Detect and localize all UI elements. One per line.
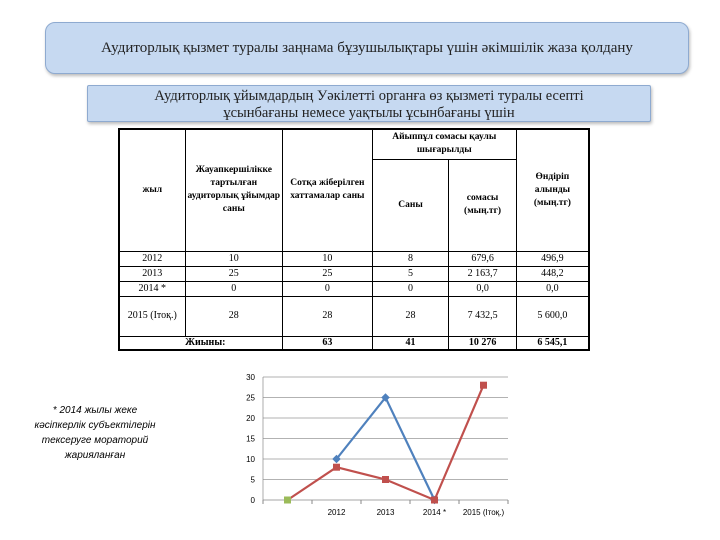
- table-cell: 2013: [119, 266, 185, 281]
- subtitle-line-1: Аудиторлық ұйымдардың Уәкілетті органға өз қызметі туралы есепті: [154, 88, 584, 104]
- table-cell: 28: [282, 296, 372, 336]
- total-count: 41: [372, 336, 449, 350]
- table-cell: 2015 (Ітоқ.): [119, 296, 185, 336]
- data-point: [480, 382, 487, 389]
- total-protocols: 63: [282, 336, 372, 350]
- series-line: [337, 398, 435, 501]
- table-cell: 679,6: [449, 251, 517, 266]
- y-tick-label: 0: [250, 496, 255, 505]
- table-cell: 8: [372, 251, 449, 266]
- header-group: Айыппұл сомасы қаулы шығарылды: [372, 129, 516, 159]
- total-amount: 10 276: [449, 336, 517, 350]
- y-tick-label: 15: [246, 434, 255, 444]
- table-cell: 25: [282, 266, 372, 281]
- table-cell: 2014 *: [119, 281, 185, 296]
- table-cell: 28: [372, 296, 449, 336]
- subtitle-line-2: ұсынбағаны немесе уақтылы ұсынбағаны үшін: [223, 105, 515, 121]
- y-tick-label: 10: [246, 455, 255, 464]
- header-count: Саны: [372, 159, 449, 251]
- table-cell: 2012: [119, 251, 185, 266]
- total-label: Жиыны:: [185, 336, 282, 350]
- x-tick-label: 2013: [376, 508, 395, 517]
- data-point: [284, 497, 291, 504]
- header-amount: сомасы (мың.тг): [449, 159, 517, 251]
- data-point: [382, 476, 389, 483]
- table-cell: 10: [185, 251, 282, 266]
- table-cell: 28: [185, 296, 282, 336]
- y-tick-label: 30: [246, 373, 255, 382]
- table-cell: 25: [185, 266, 282, 281]
- x-tick-label: 2012: [327, 508, 346, 517]
- data-point: [431, 497, 438, 504]
- table-cell: 10: [282, 251, 372, 266]
- header-collected: Өндіріп алынды (мың.тг): [516, 129, 589, 251]
- table-cell: 0: [185, 281, 282, 296]
- table-cell: 2 163,7: [449, 266, 517, 281]
- table-cell: 5 600,0: [516, 296, 589, 336]
- table-cell: 0: [282, 281, 372, 296]
- table-cell: 0: [372, 281, 449, 296]
- y-tick-label: 25: [246, 393, 255, 403]
- header-year: жыл: [119, 129, 185, 251]
- table-cell: 496,9: [516, 251, 589, 266]
- table-cell: 5: [372, 266, 449, 281]
- y-tick-label: 20: [246, 414, 255, 423]
- y-tick-label: 5: [250, 475, 255, 485]
- table-cell: 7 432,5: [449, 296, 517, 336]
- total-collected: 6 545,1: [516, 336, 589, 350]
- table-cell: 0,0: [449, 281, 517, 296]
- header-organizations: Жауапкершілікке тартылған аудиторлық ұйымдар саны: [185, 129, 282, 251]
- table-cell: 0,0: [516, 281, 589, 296]
- header-protocols: Сотқа жіберілген хаттамалар саны: [282, 129, 372, 251]
- moratorium-note: * 2014 жылы жеке кәсіпкерлік субъектілерін тексеруге мораторий жарияланған: [34, 405, 156, 461]
- data-point: [333, 464, 340, 471]
- x-tick-label: 2015 (Ітоқ.): [462, 508, 505, 517]
- table-cell: 448,2: [516, 266, 589, 281]
- x-tick-label: 2014 *: [422, 508, 447, 517]
- title-text: Аудиторлық қызмет туралы заңнама бұзушылықтары үшін әкімшілік жаза қолдану: [101, 40, 633, 56]
